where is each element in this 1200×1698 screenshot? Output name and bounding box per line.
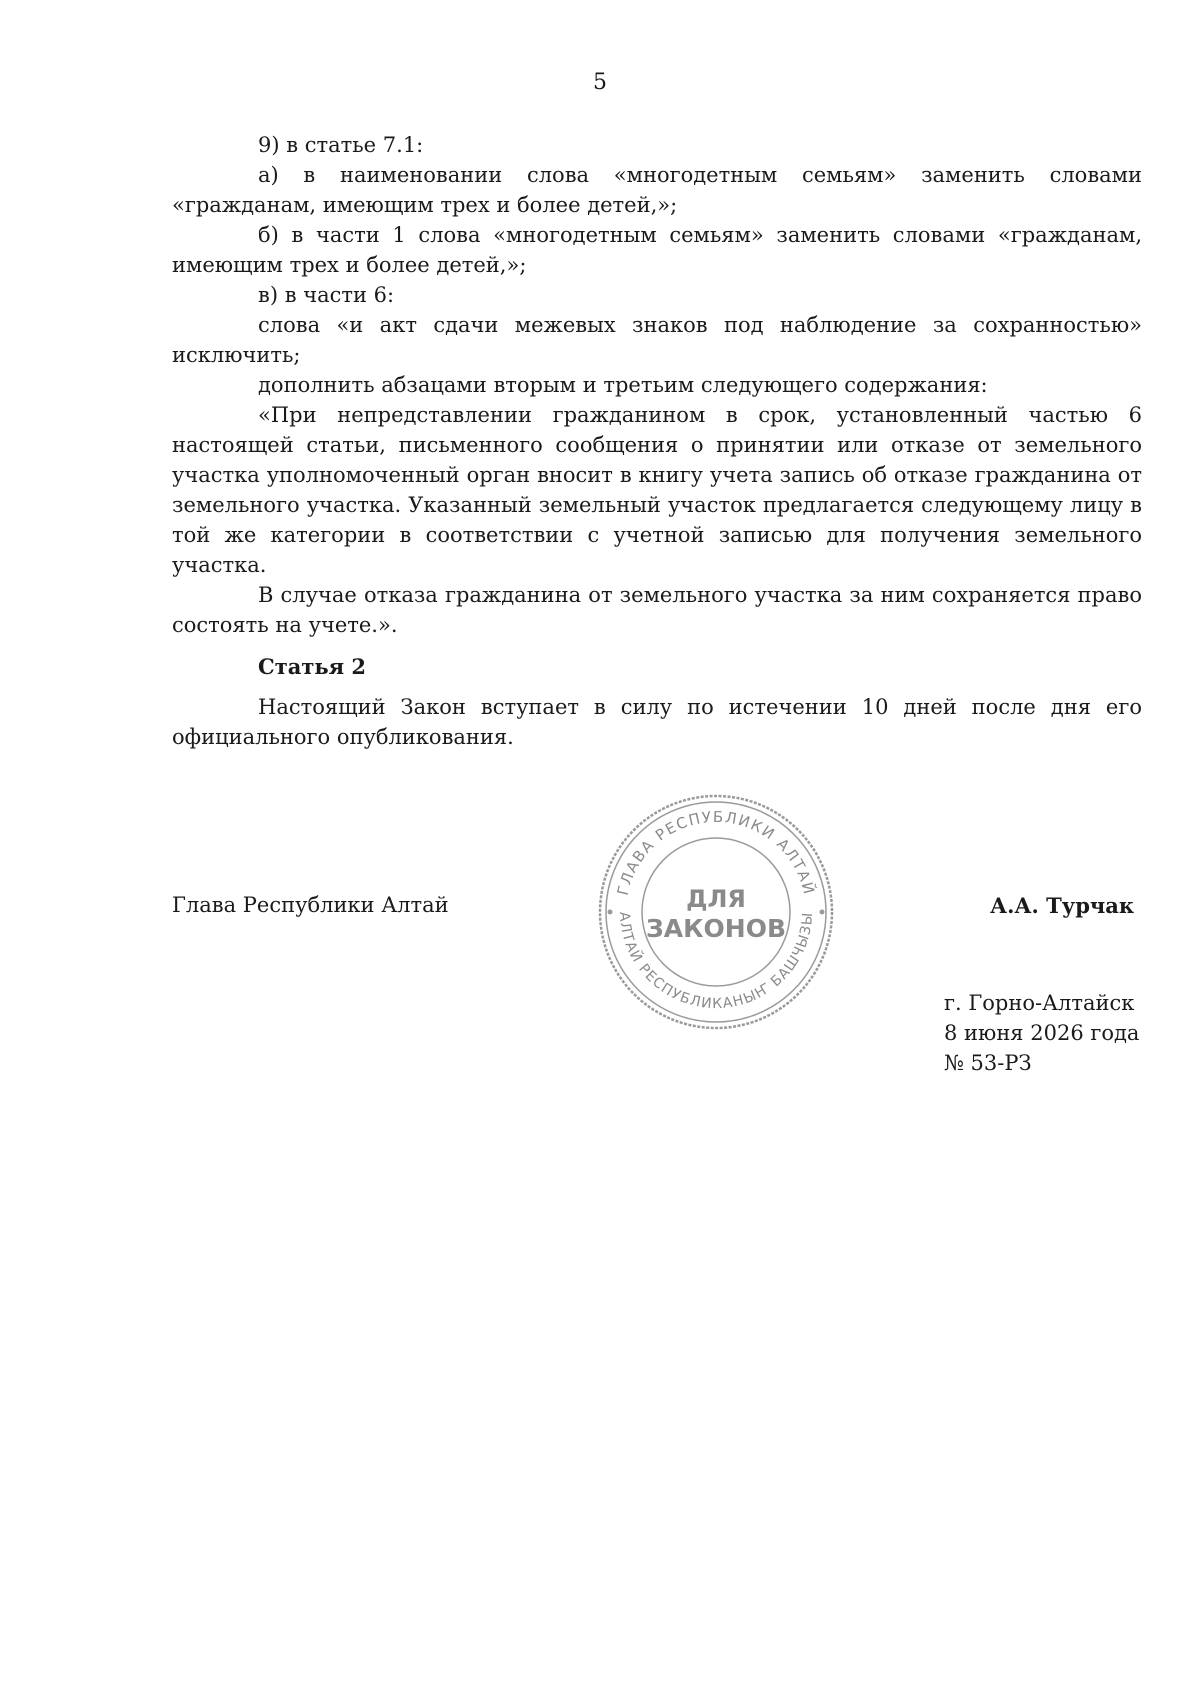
official-seal (596, 792, 836, 1032)
seal-center-line-1: ДЛЯ (686, 885, 746, 913)
place-city: г. Горно-Алтайск (944, 991, 1135, 1015)
amendment-subitem-b: б) в части 1 слова «многодетным семьям» заменить словами «гражданам, имеющим трех и более детей,»; (172, 223, 1142, 277)
amendment-addition-intro: дополнить абзацами вторым и третьим следующего содержания: (258, 373, 988, 397)
law-number: № 53-РЗ (944, 1051, 1032, 1075)
document-body (172, 130, 1142, 752)
amendment-new-paragraph-2: В случае отказа гражданина от земельного участка за ним сохраняется право состоять на учете.». (172, 583, 1142, 637)
seal-center-line-2: ЗАКОНОВ (645, 914, 787, 943)
amendment-words-exclusion: слова «и акт сдачи межевых знаков под наблюдение за сохранностью» исключить; (172, 313, 1142, 367)
signing-date: 8 июня 2026 года (944, 1021, 1140, 1045)
article-2-text: Настоящий Закон вступает в силу по истечении 10 дней после дня его официального опубликования. (172, 695, 1142, 749)
article-2-heading: Статья 2 (258, 654, 367, 679)
seal-ring-bottom-text: АЛТАЙ РЕСПУБЛИКАНЫҤ БАШЧЫЗЫ (615, 911, 817, 1013)
amendment-subitem-a: а) в наименовании слова «многодетным семьям» заменить словами «гражданам, имеющим трех и более детей,»; (172, 163, 1142, 217)
amendment-item-9: 9) в статье 7.1: (258, 133, 424, 157)
place-date-number-block (944, 988, 1139, 1078)
seal-ring-top-text: ГЛАВА РЕСПУБЛИКИ АЛТАЙ (613, 807, 819, 898)
signatory-title: Глава Республики Алтай (172, 893, 449, 917)
amendment-new-paragraph-1: «При непредставлении гражданином в срок, установленный частью 6 настоящей статьи, письменного сообщения о принятии или отказе от земельного участка уполномоченный орган вносит в книгу учета запись об отказе гражданина от земельного участка. Указанный земельный участок предлагается следующему лицу в той же категории в соответствии с учетной записью для получения земельного участка. (172, 403, 1142, 577)
signatory-name: А.А. Турчак (990, 893, 1135, 918)
amendment-subitem-v: в) в части 6: (258, 283, 395, 307)
page-number: 5 (593, 70, 607, 95)
